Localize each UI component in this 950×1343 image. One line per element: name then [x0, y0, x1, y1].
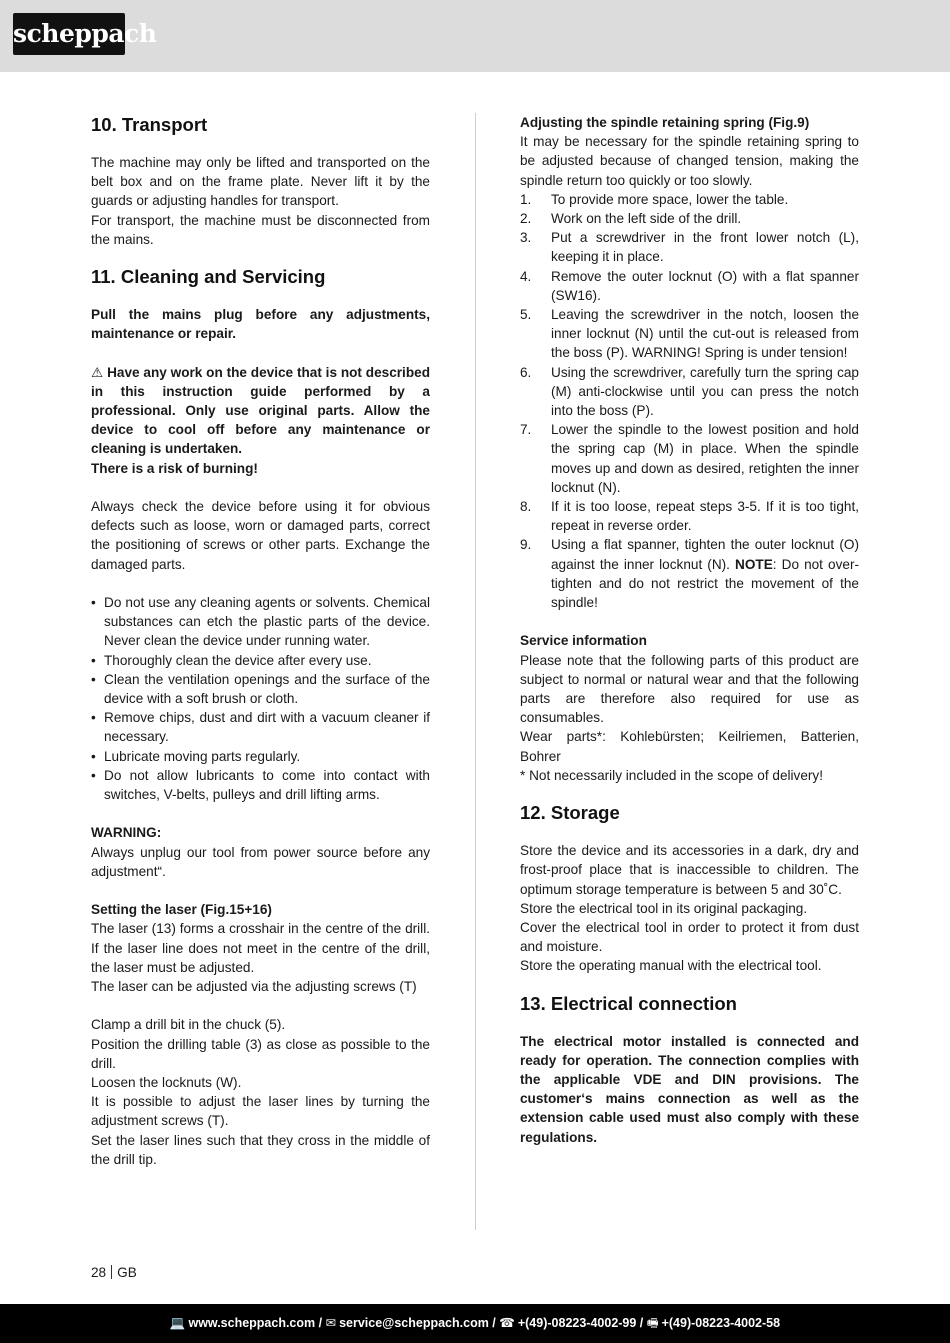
fax-number: +(49)-08223-4002-58 — [661, 1316, 781, 1330]
storage-paragraph: Store the electrical tool in its original packaging. — [520, 900, 808, 916]
list-item: 7. Lower the spindle to the lowest position and hold the spring cap (M) in place. When the spindle moves up and down as desired, retighten the inner locknut (N). — [520, 422, 859, 495]
list-item: 6. Using the screwdriver, carefully turn the spring cap (M) anti-clockwise until you can press the notch into the boss (P). — [520, 364, 859, 419]
list-item: 1. To provide more space, lower the table. — [520, 191, 789, 207]
fax-icon: 🖷 — [646, 1316, 659, 1330]
page-header — [0, 0, 950, 72]
list-item: • Do not allow lubricants to come into contact with switches, V-belts, pulleys and drill lifting arms. — [91, 766, 430, 804]
mains-plug-warning: Pull the mains plug before any adjustments, maintenance or repair. — [91, 307, 430, 342]
section-title-storage: 12. Storage — [520, 802, 620, 824]
transport-paragraph: The machine may only be lifted and transported on the belt box and on the frame plate. Never lift it by the guards or adjusting handles for transport. — [91, 155, 430, 209]
service-paragraph: * Not necessarily included in the scope of delivery! — [520, 767, 823, 783]
laser-heading: Setting the laser (Fig.15+16) — [91, 902, 272, 918]
right-column — [520, 113, 859, 1147]
cleaning-list — [91, 593, 430, 804]
laser-paragraph: The laser can be adjusted via the adjusting screws (T) — [91, 979, 417, 995]
website-link[interactable]: www.scheppach.com / — [188, 1316, 323, 1330]
email-link[interactable]: service@scheppach.com / — [339, 1316, 496, 1330]
section-title-transport: 10. Transport — [91, 114, 208, 135]
mail-icon: ✉ — [325, 1316, 337, 1330]
brand-logo: scheppach — [13, 13, 125, 55]
burning-warning: There is a risk of burning! — [91, 460, 258, 476]
list-item: 2. Work on the left side of the drill. — [520, 211, 742, 227]
check-device-paragraph: Always check the device before using it for obvious defects such as loose, worn or damaged parts, correct the positioning of screws or other parts. Exchange the damaged parts. — [91, 499, 430, 572]
laser-paragraph: It is possible to adjust the laser lines by turning the adjustment screws (T). — [91, 1094, 430, 1129]
professional-warning: ⚠ Have any work on the device that is not described in this instruction guide performed by a professional. Only use original parts. Allow the device to cool off before any maintenance or cleaning is undertaken. — [91, 364, 430, 457]
storage-paragraph: Store the device and its accessories in a dark, dry and frost-proof place that is inaccessible to children. The optimum storage temperature is between 5 and 30˚C. — [520, 843, 859, 897]
phone-icon: ☎ — [499, 1316, 515, 1330]
spring-paragraph: It may be necessary for the spindle retaining spring to be adjusted because of changed tension, making the spindle return too quickly or too slowly. — [520, 134, 859, 188]
service-heading: Service information — [520, 633, 647, 649]
list-item: • Thoroughly clean the device after every use. — [91, 651, 430, 670]
warning-text: Always unplug our tool from power source before any adjustment“. — [91, 844, 430, 879]
list-item: • Clean the ventilation openings and the surface of the device with a soft brush or cloth. — [91, 670, 430, 708]
phone-number: +(49)-08223-4002-99 / — [517, 1316, 644, 1330]
list-item: 5. Leaving the screwdriver in the notch, loosen the inner locknut (N) until the cut-out is released from the boss (P). WARNING! Spring is under tension! — [520, 307, 859, 361]
laser-paragraph: Position the drilling table (3) as close as possible to the drill. — [91, 1036, 430, 1071]
service-paragraph: Wear parts*: Kohlebürsten; Keilriemen, Batterien, Bohrer — [520, 729, 859, 764]
laser-paragraph: The laser (13) forms a crosshair in the centre of the drill. If the laser line does not meet in the centre of the drill, the laser must be adjusted. — [91, 921, 430, 975]
page-footer — [0, 1304, 950, 1343]
page-number: 28 GB — [91, 1265, 137, 1280]
list-item: 8. If it is too loose, repeat steps 3-5. If it is too tight, repeat in reverse order. — [520, 499, 859, 534]
list-item: • Remove chips, dust and dirt with a vacuum cleaner if necessary. — [91, 708, 430, 746]
column-divider — [475, 113, 476, 1230]
list-item: 4. Remove the outer locknut (O) with a flat spanner (SW16). — [520, 268, 859, 303]
section-title-cleaning: 11. Cleaning and Servicing — [91, 266, 326, 288]
list-item: • Lubricate moving parts regularly. — [91, 747, 430, 766]
section-title-electrical: 13. Electrical connection — [520, 992, 737, 1014]
list-item: • Do not use any cleaning agents or solvents. Chemical substances can etch the plastic parts of the device. Never clean the device under running water. — [91, 593, 430, 651]
note-label: NOTE — [735, 556, 773, 572]
storage-paragraph: Store the operating manual with the electrical tool. — [520, 958, 822, 974]
left-column — [91, 113, 430, 1169]
warning-triangle-icon: ⚠ — [91, 364, 104, 380]
list-item: 3. Put a screwdriver in the front lower notch (L), keeping it in place. — [520, 230, 859, 265]
storage-paragraph: Cover the electrical tool in order to protect it from dust and moisture. — [520, 919, 859, 955]
transport-paragraph: For transport, the machine must be disconnected from the mains. — [91, 212, 430, 247]
electrical-paragraph: The electrical motor installed is connected and ready for operation. The connection complies with the applicable VDE and DIN provisions. The customer‘s mains connection as well as the extension cable used must also comply with these regulations. — [520, 1033, 859, 1145]
warning-heading: WARNING: — [91, 825, 162, 841]
service-paragraph: Please note that the following parts of this product are subject to normal or natural wear and that the following parts are therefore also required for use as consumables. — [520, 652, 859, 726]
spring-heading: Adjusting the spindle retaining spring (Fig.9) — [520, 115, 810, 130]
spring-steps — [520, 190, 859, 612]
laser-paragraph: Set the laser lines such that they cross in the middle of the drill tip. — [91, 1132, 430, 1167]
computer-icon: 💻 — [169, 1316, 186, 1330]
laser-paragraph: Clamp a drill bit in the chuck (5). — [91, 1017, 286, 1033]
list-item: 9. Using a flat spanner, tighten the outer locknut (O) against the inner locknut (N). NOTE: Do not over-tighten and do not restrict the movement of the spindle! — [520, 537, 859, 611]
laser-paragraph: Loosen the locknuts (W). — [91, 1075, 242, 1091]
